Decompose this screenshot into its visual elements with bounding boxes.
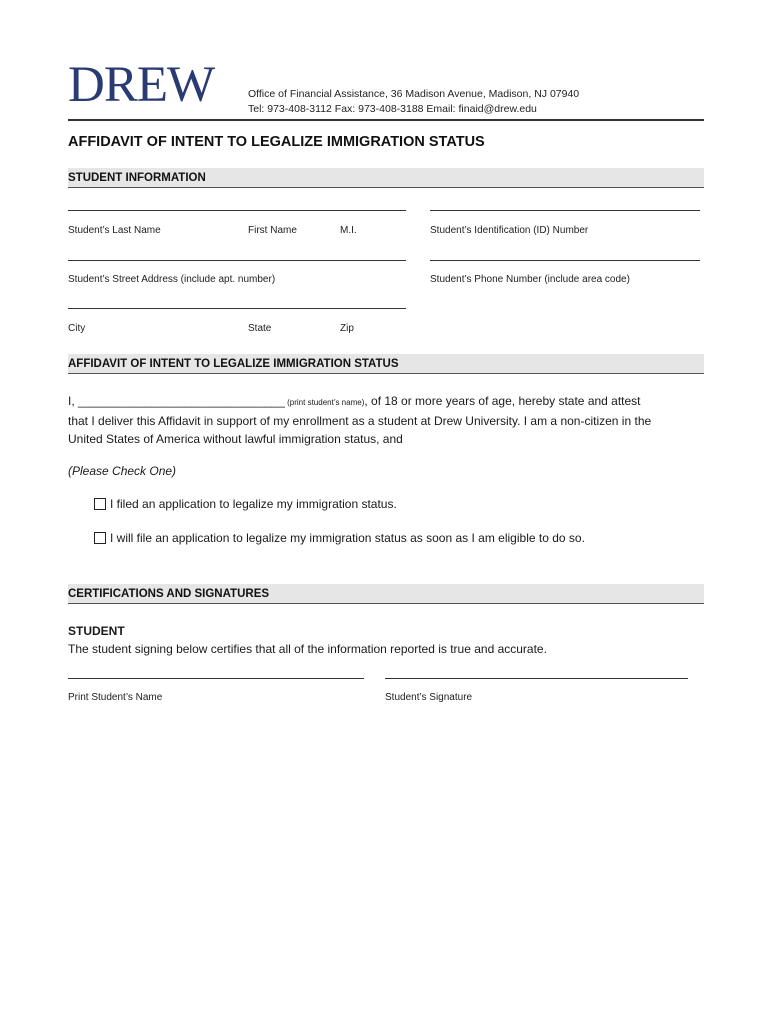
affidavit-line-3: United States of America without lawful immigration status, and xyxy=(68,432,403,446)
contact-address: Office of Financial Assistance, 36 Madison Avenue, Madison, NJ 07940 xyxy=(248,88,580,100)
affidavit-prefix: I, xyxy=(68,394,79,408)
phone-label: Student’s Phone Number (include area code) xyxy=(430,274,630,285)
first-name-label: First Name xyxy=(248,225,297,236)
signature-field-line[interactable] xyxy=(385,678,688,679)
zip-label: Zip xyxy=(340,323,354,334)
section-heading: CERTIFICATIONS AND SIGNATURES xyxy=(68,588,270,600)
header-divider xyxy=(68,119,704,121)
last-name-label: Student’s Last Name xyxy=(68,225,161,236)
section-heading: AFFIDAVIT OF INTENT TO LEGALIZE IMMIGRATION STATUS xyxy=(68,358,399,370)
signature-label: Student’s Signature xyxy=(385,692,473,703)
affidavit-suffix: , of 18 or more years of age, hereby state and attest xyxy=(364,394,641,408)
street-address-label: Student’s Street Address (include apt. number) xyxy=(68,274,276,285)
state-label: State xyxy=(248,323,272,334)
city-state-zip-field-line[interactable] xyxy=(68,308,406,309)
section-affidavit xyxy=(68,354,704,374)
print-name-field-line[interactable] xyxy=(68,678,364,679)
name-field-line[interactable] xyxy=(68,210,406,211)
phone-field-line[interactable] xyxy=(430,260,700,261)
section-student-information xyxy=(68,168,704,188)
option-will-file[interactable] xyxy=(94,531,585,545)
print-name-hint: (print student’s name) xyxy=(284,398,365,407)
student-name-blank[interactable]: _______________________________ xyxy=(78,394,285,408)
affidavit-statement xyxy=(68,392,704,448)
section-certifications xyxy=(68,584,704,604)
checkbox-will-file[interactable] xyxy=(94,532,106,544)
city-label: City xyxy=(68,323,86,334)
option-filed-label: I filed an application to legalize my immigration status. xyxy=(110,497,397,511)
option-filed[interactable] xyxy=(94,497,397,511)
print-name-label: Print Student’s Name xyxy=(68,692,163,703)
street-address-field-line[interactable] xyxy=(68,260,406,261)
check-prompt: (Please Check One) xyxy=(68,464,177,478)
affidavit-line-1 xyxy=(68,392,704,412)
student-id-label: Student’s Identification (ID) Number xyxy=(430,225,589,236)
page-title: AFFIDAVIT OF INTENT TO LEGALIZE IMMIGRATION STATUS xyxy=(68,134,485,150)
section-heading: STUDENT INFORMATION xyxy=(68,172,206,184)
student-heading: STUDENT xyxy=(68,624,125,638)
option-will-file-label: I will file an application to legalize my immigration status as soon as I am eligible to do so. xyxy=(110,531,585,545)
affidavit-line-2: that I deliver this Affidavit in support of my enrollment as a student at Drew University. I am a non-citizen in the xyxy=(68,414,652,428)
checkbox-filed[interactable] xyxy=(94,498,106,510)
drew-logo: DREW xyxy=(68,57,215,113)
certification-statement: The student signing below certifies that all of the information reported is true and accurate. xyxy=(68,642,547,656)
student-id-field-line[interactable] xyxy=(430,210,700,211)
middle-initial-label: M.I. xyxy=(340,225,357,236)
contact-phone-email: Tel: 973-408-3112 Fax: 973-408-3188 Email: finaid@drew.edu xyxy=(248,103,537,115)
